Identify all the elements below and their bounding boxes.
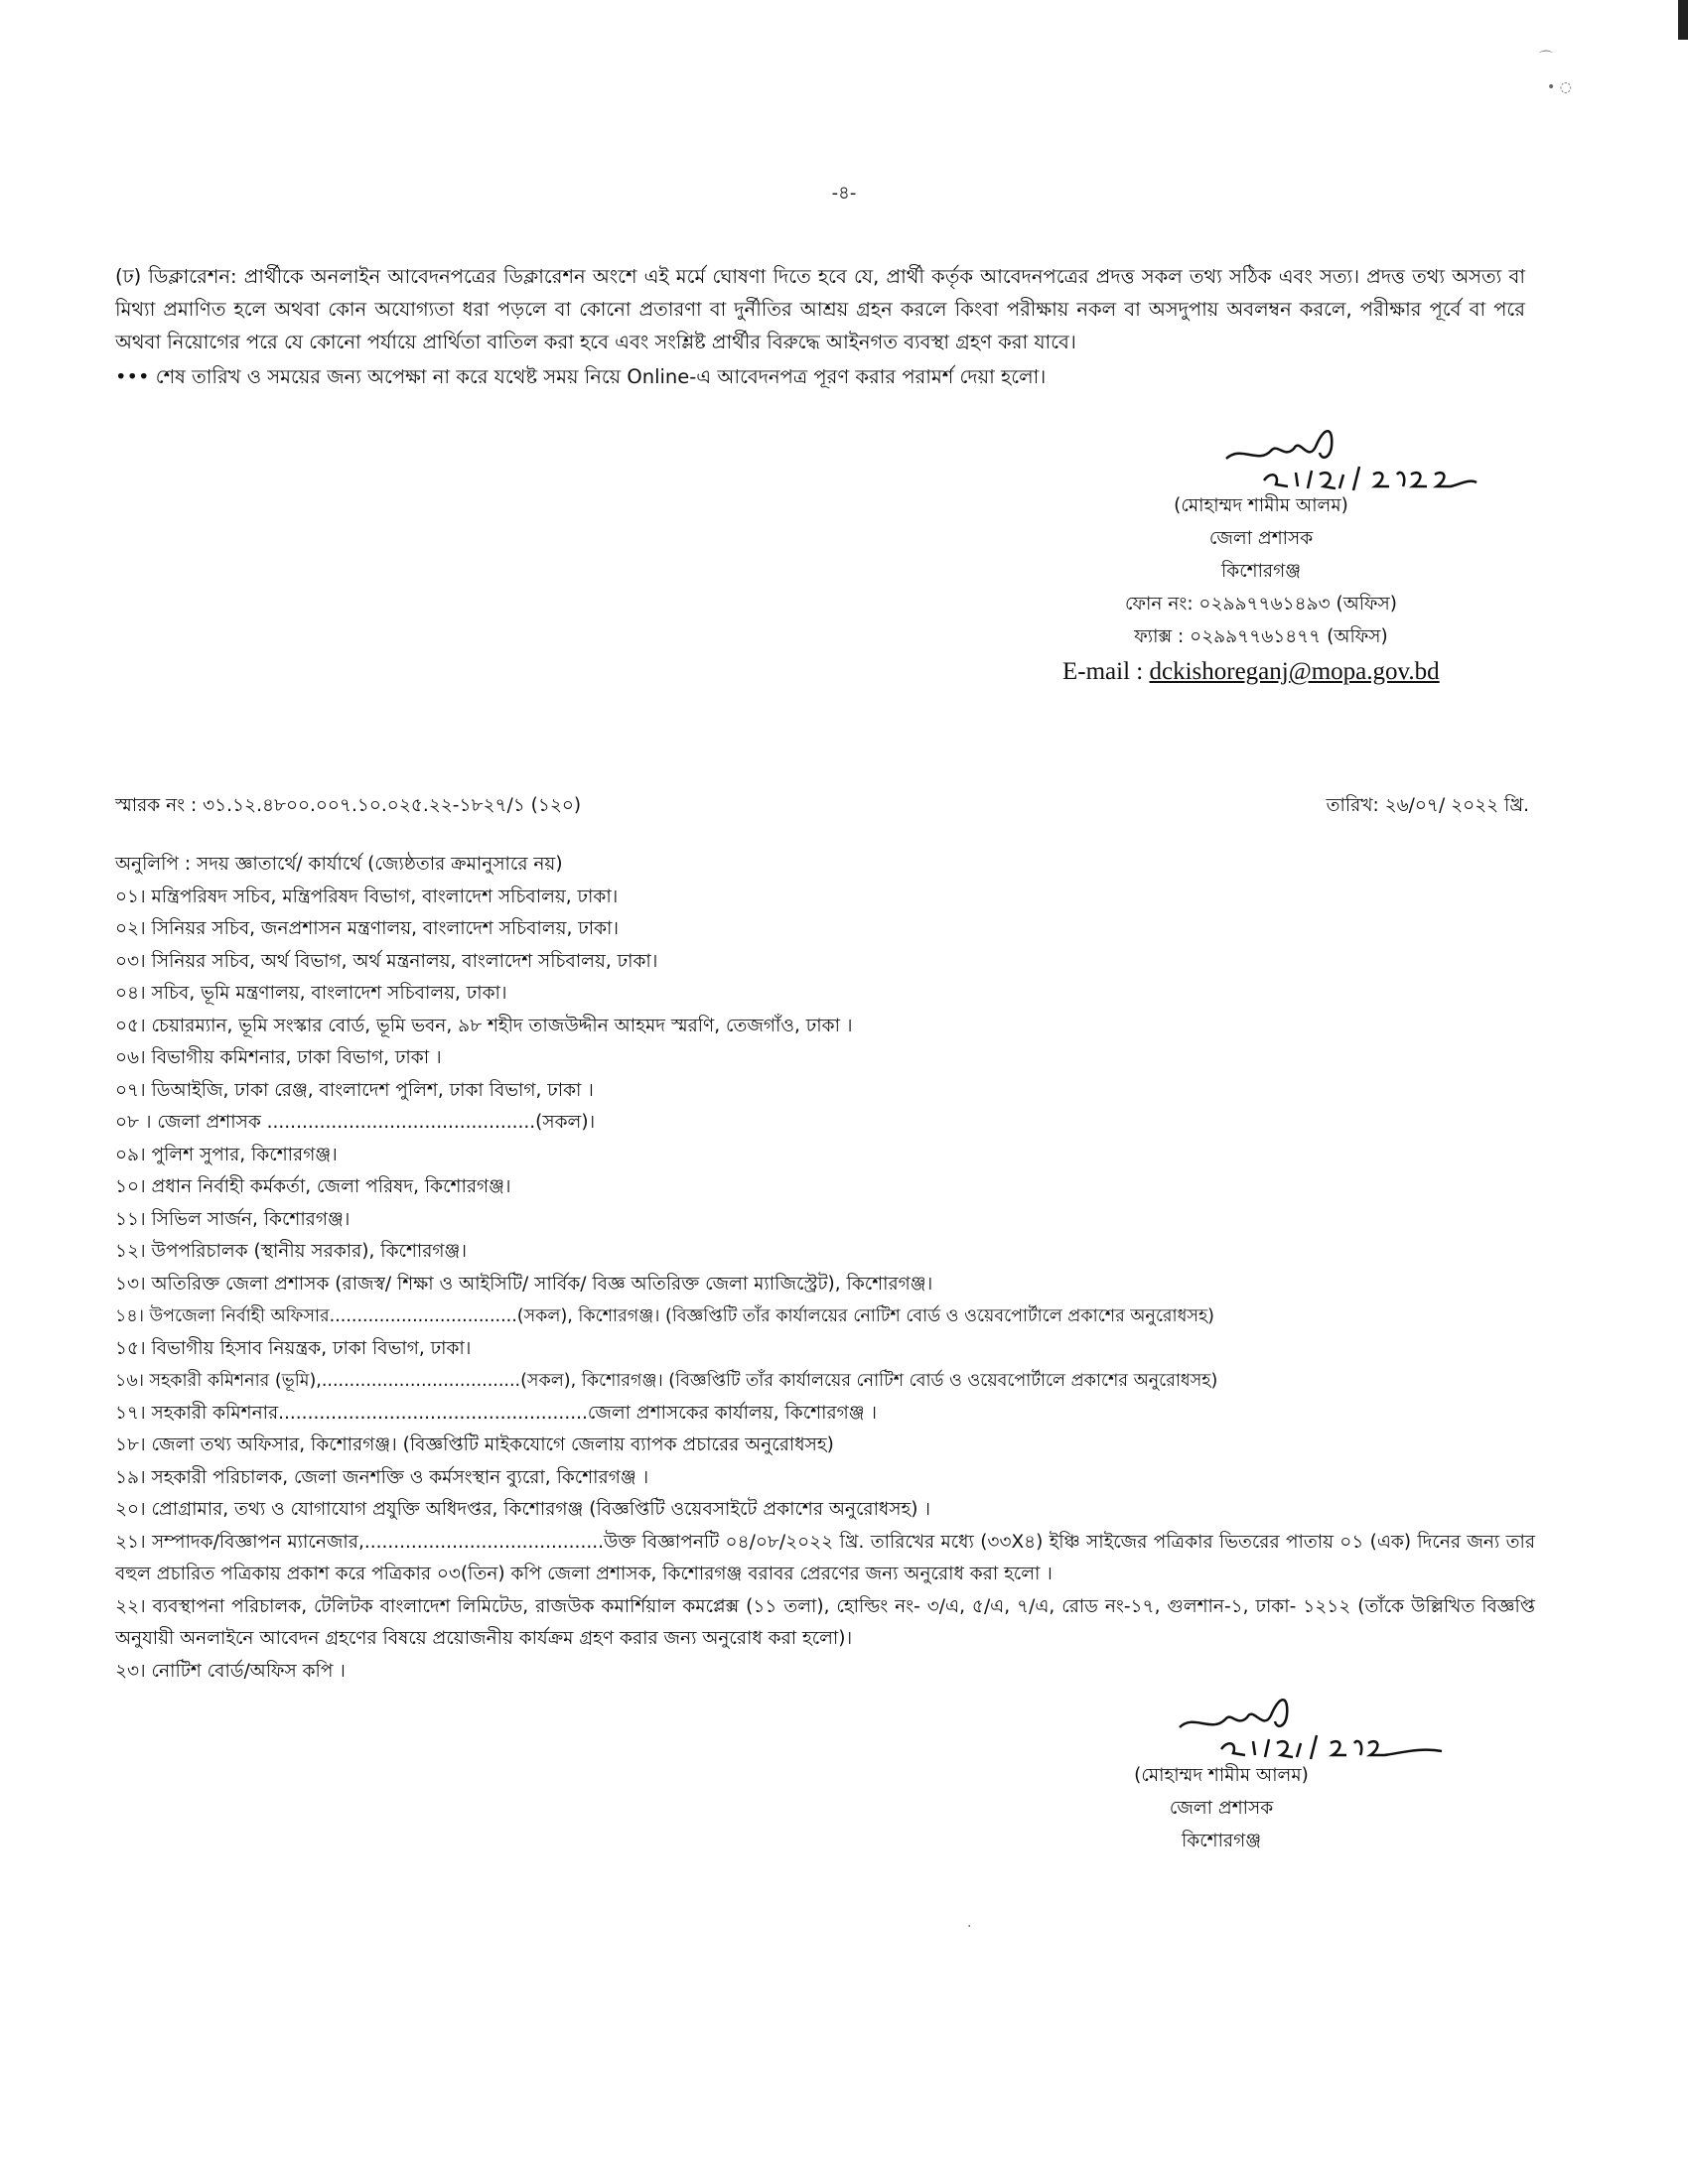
signature-block-bottom — [1023, 1759, 1420, 1857]
list-item: ০৭। ডিআইজি, ঢাকা রেঞ্জ, বাংলাদেশ পুলিশ, ঢাকা বিভাগ, ঢাকা । — [115, 1079, 594, 1101]
list-item: ০৫। চেয়ারম্যান, ভূমি সংস্কার বোর্ড, ভূমি ভবন, ৯৮ শহীদ তাজউদ্দীন আহমদ স্মরণি, তেজগাঁও, ঢাকা । — [115, 1015, 853, 1036]
list-item: ০৯। পুলিশ সুপার, কিশোরগঞ্জ। — [115, 1144, 338, 1165]
advice-note: ••• শেষ তারিখ ও সময়ের জন্য অপেক্ষা না করে যথেষ্ট সময় নিয়ে Online-এ আবেদনপত্র পূরণ করার পরামর্শ দেয়া হলো। — [115, 365, 1047, 388]
list-item: ১৬। সহকারী কমিশনার (ভূমি),....................................(সকল), কিশোরগঞ্জ। (বিজ্ঞপ্তিটি তাঁর কার্যালয়ের নোটিশ বোর্ড ও ওয়েবপোর্টালে প্রকাশের অনুরোধসহ) — [115, 1371, 1218, 1391]
list-item: ২১। সম্পাদক/বিজ্ঞাপন ম্যানেজার,.........................................উক্ত বিজ্ঞাপনটি ০৪/০৮/২০২২ খ্রি. তারিখের মধ্যে (৩৩X৪) ইঞ্চি সাইজের পত্রিকার ভিতরের পাতায় ০১ (এক) দিনের জন্য তার বহুল প্রচারিত পত্রিকায় প্রকাশ করে পত্রিকার ০৩(তিন) কপি জেলা প্রশাসক, কিশোরগঞ্জ বরাবর প্রেরণের জন্য অনুরোধ করা হলো । — [115, 1531, 1535, 1584]
signatory-district: কিশোরগঞ্জ — [1181, 1831, 1262, 1851]
signatory-district: কিশোরগঞ্জ — [1220, 561, 1302, 582]
signatory-name: (মোহাম্মদ শামীম আলম) — [1174, 495, 1348, 516]
list-item: ০৪। সচিব, ভূমি মন্ত্রণালয়, বাংলাদেশ সচিবালয়, ঢাকা। — [115, 983, 507, 1004]
list-item: ১৯। সহকারী পরিচালক, জেলা জনশক্তি ও কর্মসংস্থান ব্যুরো, কিশোরগঞ্জ । — [115, 1466, 649, 1488]
list-item: ১০। প্রধান নির্বাহী কর্মকর্তা, জেলা পরিষদ, কিশোরগঞ্জ। — [115, 1176, 511, 1197]
email-link[interactable]: dckishoreganj@mopa.gov.bd — [1149, 658, 1440, 685]
email-line — [1062, 653, 1470, 691]
list-item: ১৭। সহকারী কমিশনার.....................................................জেলা প্রশাসকের কার্যালয়, কিশোরগঞ্জ । — [115, 1402, 878, 1424]
list-item: ১১। সিভিল সার্জন, কিশোরগঞ্জ। — [115, 1208, 351, 1230]
list-item: ০২। সিনিয়র সচিব, জনপ্রশাসন মন্ত্রণালয়, বাংলাদেশ সচিবালয়, ঢাকা। — [115, 918, 619, 939]
list-item: ২০। প্রোগ্রামার, তথ্য ও যোগাযোগ প্রযুক্তি অধিদপ্তর, কিশোরগঞ্জ (বিজ্ঞপ্তিটি ওয়েবসাইটে প্রকাশের অনুরোধসহ) । — [115, 1499, 930, 1520]
scan-speck: ⌒ — [1539, 51, 1553, 67]
office-fax: ফ্যাক্স : ০২৯৯৭৭৬১৪৭৭ (অফিস) — [1134, 626, 1388, 647]
scan-edge-mark — [1678, 0, 1688, 40]
list-item: ১৩। অতিরিক্ত জেলা প্রশাসক (রাজস্ব/ শিক্ষা ও আইসিটি/ সার্বিক/ বিজ্ঞ অতিরিক্ত জেলা ম্যাজিস্ট্রেট), কিশোরগঞ্জ। — [115, 1273, 933, 1295]
list-item: ১২। উপপরিচালক (স্থানীয় সরকার), কিশোরগঞ্জ। — [115, 1241, 467, 1262]
signature-bottom-handwriting — [1172, 1688, 1450, 1767]
page-number: -৪- — [831, 183, 857, 204]
distribution-list — [115, 849, 1535, 1688]
list-item: ২২। ব্যবস্থাপনা পরিচালক, টেলিটক বাংলাদেশ লিমিটেড, রাজউক কমার্শিয়াল কমপ্লেক্স (১১ তলা), হোল্ডিং নং- ৩/এ, ৫/এ, ৭/এ, রোড নং-১৭, গুলশান-১, ঢাকা- ১২১২ (তাঁকে উল্লিখিত বিজ্ঞপ্তি অনুযায়ী অনলাইনে আবেদন গ্রহণের বিষয়ে প্রয়োজনীয় কার্যক্রম গ্রহণ করার জন্য অনুরোধ করা হলো)। — [115, 1595, 1535, 1649]
distribution-heading: অনুলিপি : সদয় জ্ঞাতার্থে/ কার্যার্থে (জ্যেষ্ঠতার ক্রমানুসারে নয়) — [115, 854, 563, 875]
declaration-paragraph: (ঢ) ডিক্লারেশন: প্রার্থীকে অনলাইন আবেদনপত্রের ডিক্লারেশন অংশে এই মর্মে ঘোষণা দিতে হবে যে, প্রার্থী কর্তৃক আবেদনপত্রের প্রদত্ত সকল তথ্য সঠিক এবং সত্য। প্রদত্ত তথ্য অসত্য বা মিথ্যা প্রমাণিত হলে অথবা কোন অযোগ্যতা ধরা পড়লে বা কোনো প্রতারণা বা দুর্নীতির আশ্রয় গ্রহন করলে কিংবা পরীক্ষায় নকল বা অসদুপায় অবলম্বন করলে, পরীক্ষার পূর্বে বা পরে অথবা নিয়োগের পরে যে কোনো পর্যায়ে প্রার্থিতা বাতিল করা হবে এবং সংশ্লিষ্ট প্রার্থীর বিরুদ্ধে আইনগত ব্যবস্থা গ্রহণ করা যাবে। — [115, 265, 1525, 353]
signature-block-top — [1053, 489, 1470, 691]
scan-speck: · — [967, 1919, 972, 1935]
list-item: ০১। মন্ত্রিপরিষদ সচিব, মন্ত্রিপরিষদ বিভাগ, বাংলাদেশ সচিবালয়, ঢাকা। — [115, 886, 619, 907]
signature-top-handwriting — [1216, 417, 1484, 496]
scan-speck: • ◌ — [1547, 79, 1572, 95]
signatory-name: (মোহাম্মদ শামীম আলম) — [1134, 1765, 1309, 1786]
list-item: ০৬। বিভাগীয় কমিশনার, ঢাকা বিভাগ, ঢাকা । — [115, 1047, 442, 1068]
list-item: ১৪। উপজেলা নির্বাহী অফিসার..................................(সকল), কিশোরগঞ্জ। (বিজ্ঞপ্তিটি তাঁর কার্যালয়ের নোটিশ বোর্ড ও ওয়েবপোর্টালে প্রকাশের অনুরোধসহ) — [115, 1306, 1214, 1326]
list-item: ০৮ । জেলা প্রশাসক ..............................................(সকল)। — [115, 1112, 596, 1133]
memo-date: তারিখ: ২৬/০৭/ ২০২২ খ্রি. — [1326, 795, 1529, 816]
list-item: ১৮। জেলা তথ্য অফিসার, কিশোরগঞ্জ। (বিজ্ঞপ্তিটি মাইকযোগে জেলায় ব্যাপক প্রচারের অনুরোধসহ) — [115, 1434, 834, 1455]
signatory-designation: জেলা প্রশাসক — [1169, 1798, 1274, 1819]
office-phone: ফোন নং: ০২৯৯৭৭৬১৪৯৩ (অফিস) — [1125, 594, 1397, 614]
email-label: E-mail : — [1062, 658, 1150, 685]
memo-number: স্মারক নং : ৩১.১২.৪৮০০.০০৭.১০.০২৫.২২-১৮২৭/১ (১২০) — [115, 795, 582, 816]
list-item: ১৫। বিভাগীয় হিসাব নিয়ন্ত্রক, ঢাকা বিভাগ, ঢাকা। — [115, 1337, 472, 1359]
list-item: ০৩। সিনিয়র সচিব, অর্থ বিভাগ, অর্থ মন্ত্রনালয়, বাংলাদেশ সচিবালয়, ঢাকা। — [115, 950, 658, 972]
list-item: ২৩। নোটিশ বোর্ড/অফিস কপি । — [115, 1660, 346, 1682]
signatory-designation: জেলা প্রশাসক — [1208, 528, 1314, 549]
